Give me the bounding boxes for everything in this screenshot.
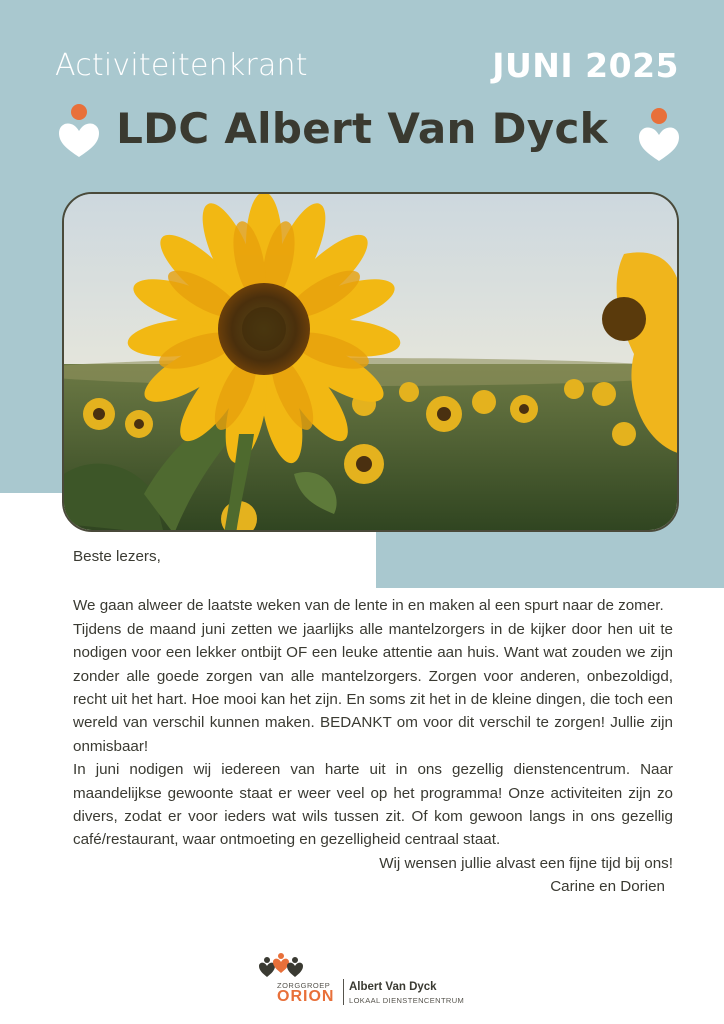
editorial-letter — [73, 545, 673, 899]
orion-hearts-icon — [259, 951, 309, 981]
center-name: Albert Van Dyck — [349, 981, 437, 993]
page-title: LDC Albert Van Dyck — [116, 104, 608, 153]
letter-paragraph: Tijdens de maand juni zetten we jaarlijks alle mantelzorgers in de kijker door hen uit te nodigen voor een lekker ontbijt OF een leuke attentie aan huis. Want wat zouden we zijn zonder alle goede zorgen van alle mantelzorgers. Zorgen voor anderen, onbezoldigd, recht uit het hart. Hoe mooi kan het zijn. En soms zit het in de kleine dingen, die toch een wereld van verschil kunnen maken. BEDANKT om voor dit verschil te zorgen! Jullie zijn onmisbaar! — [73, 620, 673, 755]
brand-name: ORION — [277, 988, 335, 1005]
zorggroep-orion-logo — [259, 951, 474, 1011]
letter-greeting: Beste lezers, — [73, 548, 161, 565]
logo-divider — [343, 979, 344, 1005]
heart-person-icon — [637, 107, 681, 165]
letter-signature: Carine en Dorien — [550, 878, 665, 896]
letter-paragraph: We gaan alweer de laatste weken van de lente in en maken al een spurt naar de zomer. — [73, 597, 664, 615]
issue-month: JUNI 2025 — [492, 46, 679, 85]
center-subtitle: LOKAAL DIENSTENCENTRUM — [349, 996, 465, 1005]
letter-paragraph: In juni nodigen wij iedereen van harte uit in ons gezellig dienstencentrum. Naar maandelijkse gewoonte staat er weer veel op het programma! Onze activiteiten zijn zo divers, zodat er voor ieders wat wils tussen zit. Of kom gewoon langs in ons gezellig café/restaurant, waar ontmoeting en gezelligheid centraal staat. — [73, 761, 673, 849]
newsletter-subtitle: Activiteitenkrant — [55, 48, 308, 83]
sunflower-photo — [62, 192, 679, 532]
brand-group-label: ZORGGROEP — [277, 981, 331, 990]
letter-closing: Wij wensen jullie alvast een fijne tijd bij ons! — [379, 854, 673, 872]
